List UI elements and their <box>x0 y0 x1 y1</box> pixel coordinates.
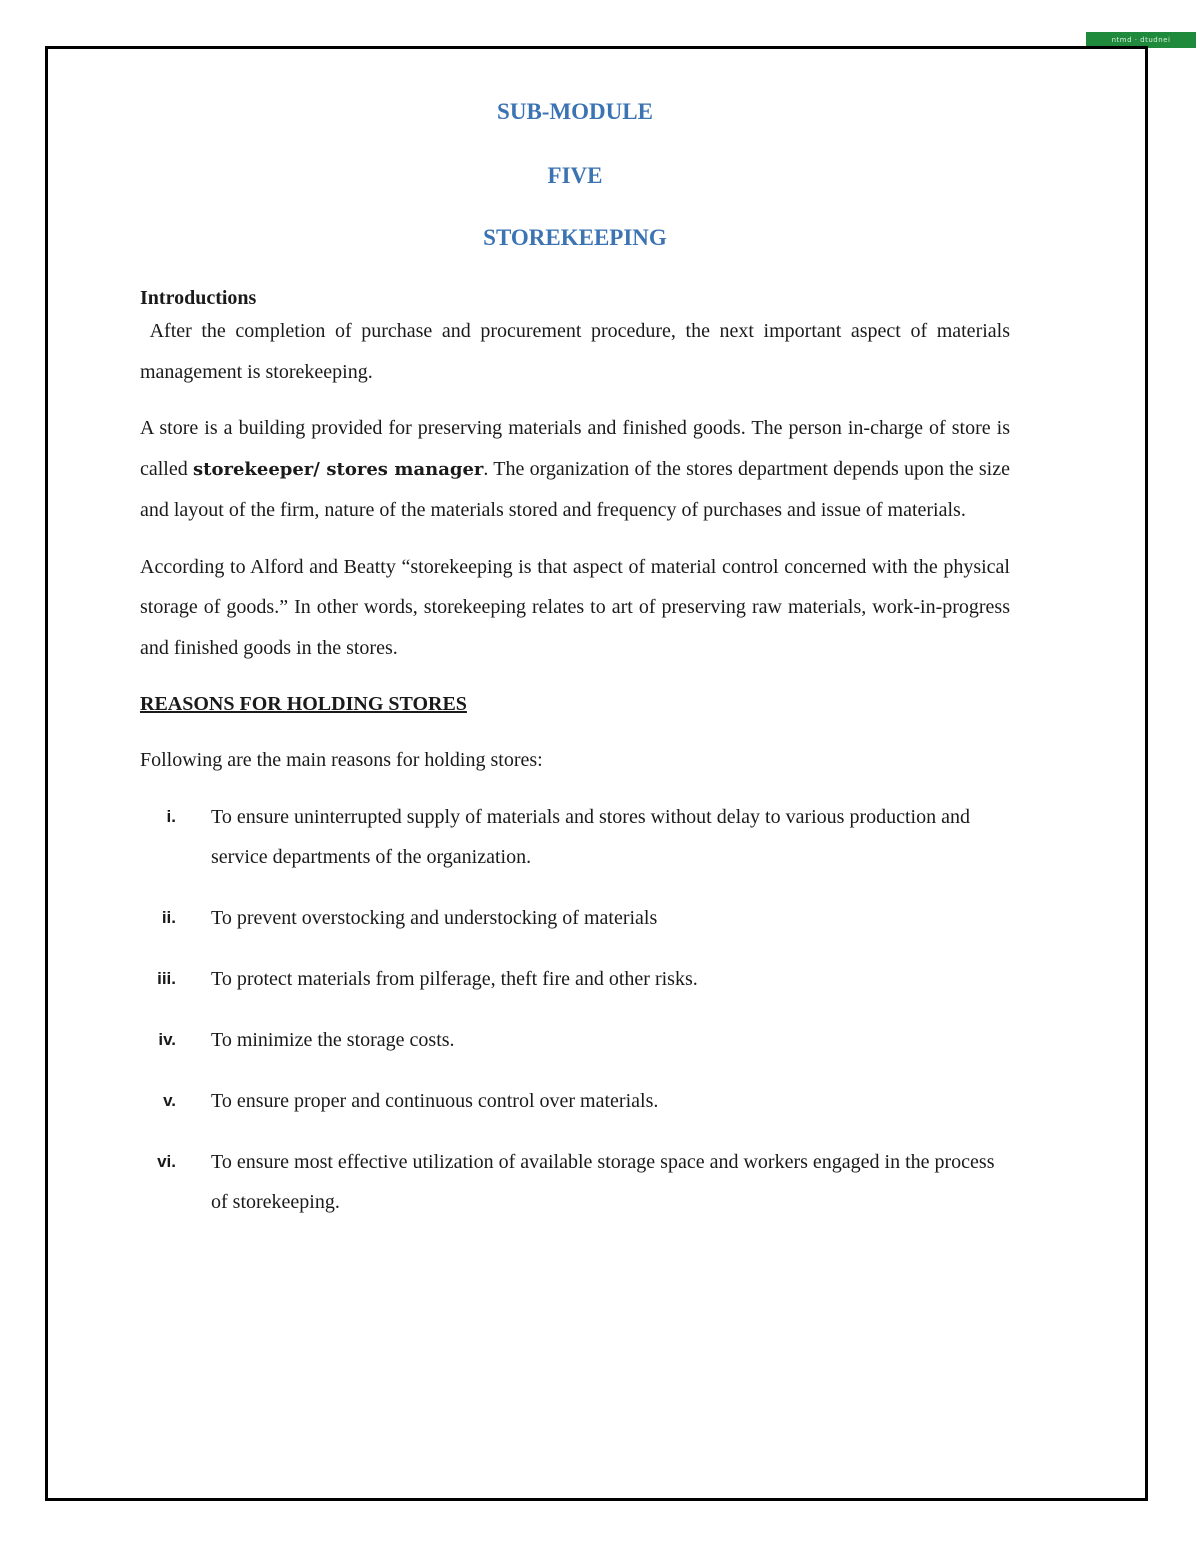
heading-sub-module: SUB-MODULE <box>497 99 653 124</box>
list-item-number: i. <box>166 806 176 826</box>
list-item-text: To ensure most effective utilization of available storage space and workers engaged in the process of storekeeping. <box>211 1150 995 1213</box>
list-item <box>140 1020 1011 1060</box>
document-body <box>140 285 1015 1243</box>
list-item-number: iv. <box>158 1029 176 1049</box>
heading-module-number: FIVE <box>547 163 603 188</box>
list-item-text: To protect materials from pilferage, theft fire and other risks. <box>211 967 698 990</box>
list-item-number: v. <box>163 1090 176 1110</box>
section-title-reasons: REASONS FOR HOLDING STORES <box>140 693 467 715</box>
reasons-list <box>140 797 1010 1222</box>
list-item-text: To ensure uninterrupted supply of materials and stores without delay to various production and service departments of the organization. <box>211 805 970 868</box>
intro-paragraph-1: After the completion of purchase and procurement procedure, the next important aspect of materials management is storekeeping. <box>140 320 1015 383</box>
intro-paragraph-2 <box>140 408 1010 531</box>
corner-tag: ntmd · dtudnei <box>1086 32 1196 48</box>
intro-paragraph-2-end: . The organization of the stores department depends upon the size and layout of the firm, nature of the materials stored and frequency of purchases and issue of materials. <box>140 457 1010 521</box>
list-item <box>140 797 1011 877</box>
list-item-number: iii. <box>157 968 176 988</box>
intro-paragraph-3: According to Alford and Beatty “storekeeping is that aspect of material control concerned with the physical storage of goods.” In other words, storekeeping relates to art of preserving raw materials, work-in-progress and finished goods in the stores. <box>140 555 1010 659</box>
list-item-text: To prevent overstocking and understocking of materials <box>211 906 658 929</box>
list-item <box>140 959 1011 999</box>
list-item <box>140 898 1011 938</box>
list-item-number: ii. <box>161 907 176 927</box>
list-item <box>140 1142 1011 1222</box>
reasons-lead: Following are the main reasons for holding stores: <box>140 749 543 771</box>
list-item-text: To ensure proper and continuous control over materials. <box>211 1089 659 1112</box>
storekeeper-term: storekeeper/ stores manager <box>193 458 484 480</box>
list-item-text: To minimize the storage costs. <box>211 1028 455 1051</box>
intro-label: Introductions <box>140 287 257 309</box>
heading-topic: STOREKEEPING <box>483 225 667 250</box>
list-item-number: vi. <box>157 1151 176 1171</box>
list-item <box>140 1081 1011 1121</box>
intro-paragraph-2-start: A store is a building provided for preserving materials and finished goods. The person in-charge of store is called <box>140 417 1010 480</box>
